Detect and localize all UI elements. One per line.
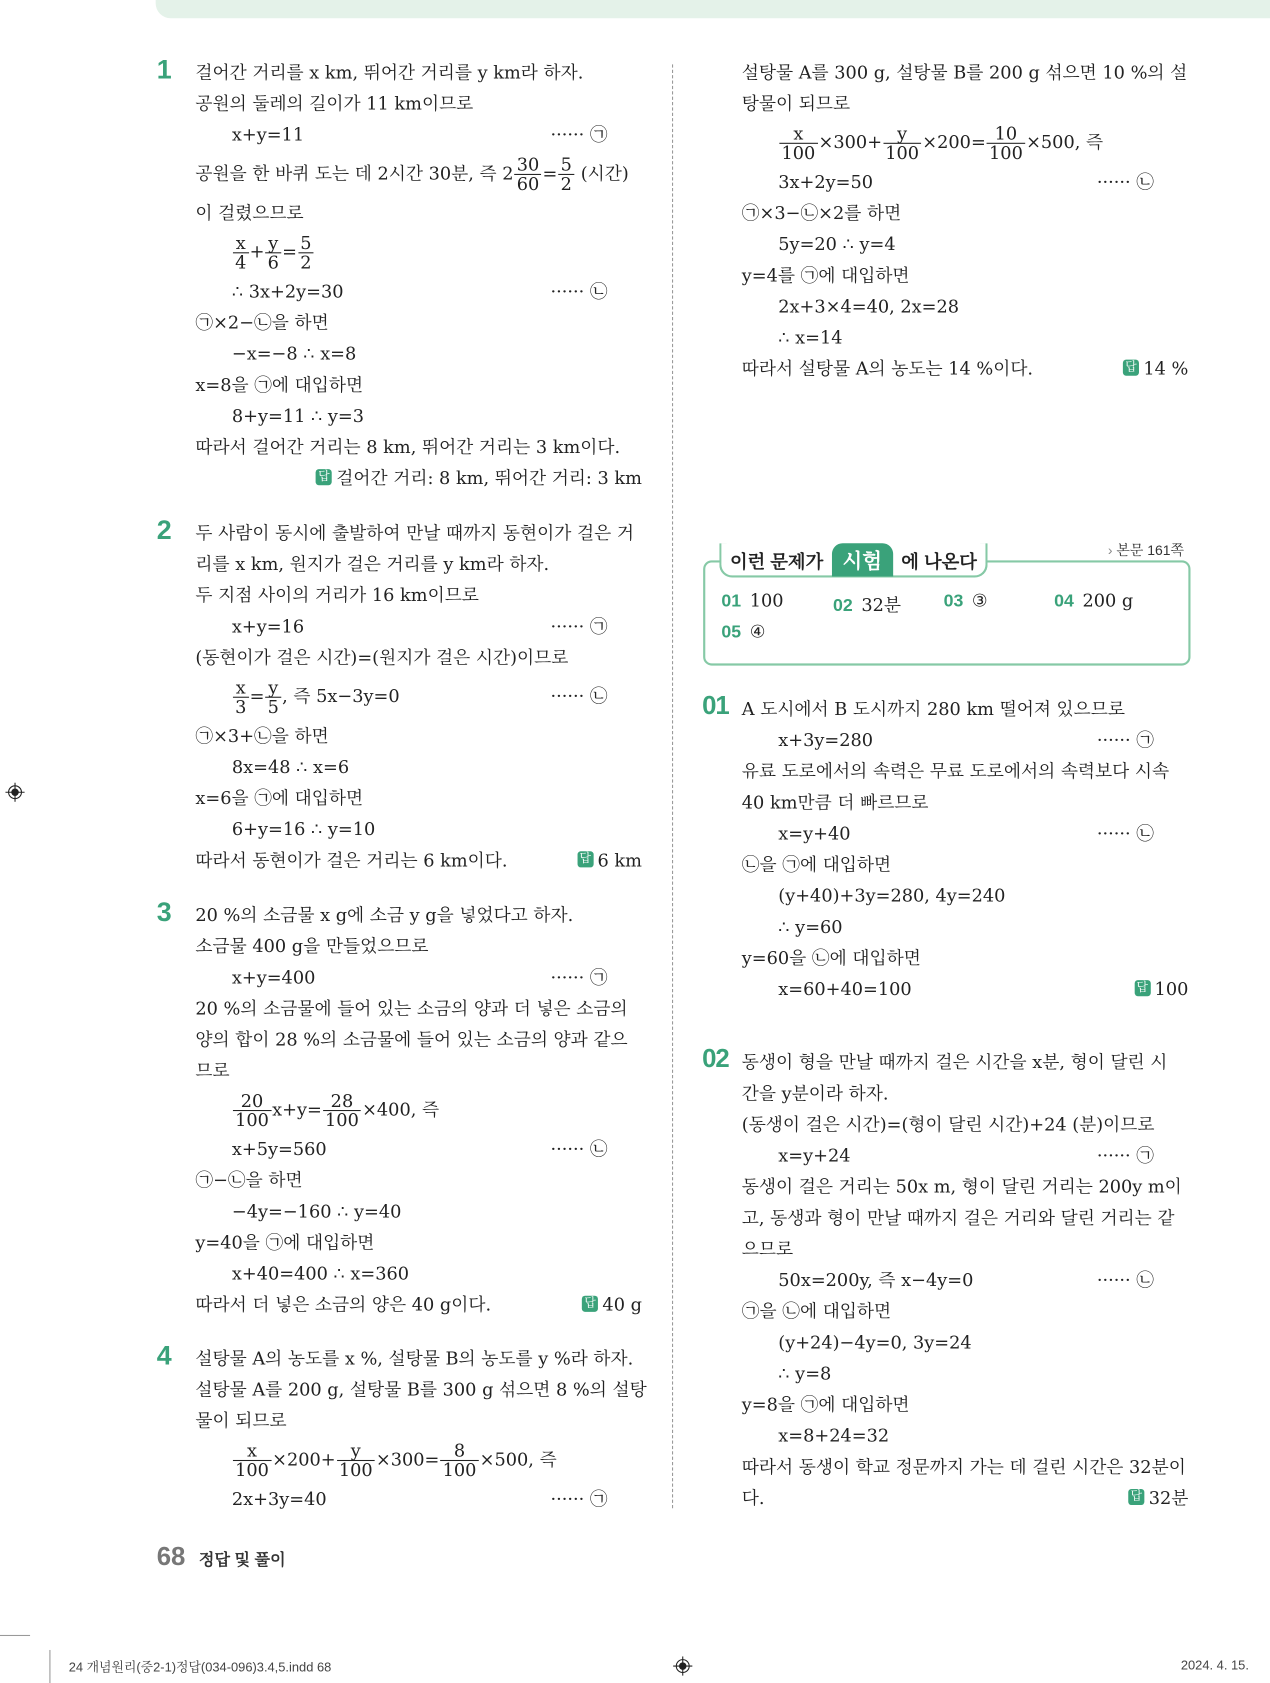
text-line (742, 260, 1189, 291)
text-segment: 다. (741, 1487, 765, 1509)
equation-marker: ······ ㉡ (550, 685, 608, 707)
equation-line (195, 673, 642, 720)
text-segment: 6+y=16 ∴ y=10 (231, 819, 376, 840)
text-line (195, 198, 642, 229)
title-highlight: 시험 (832, 543, 893, 576)
text-segment: ㉠−㉡을 하면 (195, 1170, 303, 1191)
text-segment: ×500, 즉 (1026, 132, 1104, 153)
text-line (195, 517, 642, 548)
equation-marker: ······ ㉡ (1096, 1269, 1155, 1291)
answer-icon: 답 (1128, 1489, 1144, 1505)
title-pre: 이런 문제가 (729, 551, 824, 572)
equation-line (195, 276, 642, 307)
text-line (742, 1109, 1189, 1140)
equation-line (742, 1265, 1189, 1296)
exam-answer-item (721, 622, 765, 643)
text-segment: ×300= (375, 1449, 440, 1470)
text-line (195, 931, 642, 962)
text-segment: 양의 합이 28 %의 소금물에 들어 있는 소금의 양과 같으 (195, 1029, 628, 1050)
fraction (233, 1442, 271, 1480)
text-segment: ×400, 즉 (362, 1099, 440, 1120)
text-segment: y=8을 ㉠에 대입하면 (741, 1394, 910, 1415)
text-segment: 따라서 설탕물 A의 농도는 14 %이다. (741, 358, 1034, 379)
exam-answer-item (721, 590, 783, 611)
fraction (266, 678, 282, 716)
text-segment: x+5y=560 (231, 1138, 327, 1160)
text-segment: x+3y=280 (778, 729, 874, 751)
problem-body (742, 693, 1189, 1004)
text-segment: 두 사람이 동시에 출발하여 만날 때까지 동현이가 걸은 거 (195, 522, 634, 544)
answer-icon: 답 (577, 851, 593, 867)
answer-text: 6 km (597, 850, 642, 871)
text-line (742, 1202, 1189, 1233)
column-divider (672, 64, 673, 1508)
text-segment: = (249, 685, 265, 707)
problem-4-continued (702, 57, 1188, 384)
text-segment: 공원의 둘레의 길이가 11 km이므로 (195, 93, 474, 114)
text-line (742, 756, 1189, 787)
problem-number: 4 (156, 1340, 172, 1371)
equation-marker: ······ ㉡ (1096, 171, 1155, 193)
text-segment: 따라서 동현이가 걸은 거리는 6 km이다. (195, 850, 508, 871)
denominator: 5 (267, 696, 279, 718)
denominator: 6 (267, 252, 279, 273)
answer-text: 32분 (1148, 1487, 1189, 1509)
text-segment: 5y=20 ∴ y=4 (778, 234, 896, 255)
text-line (195, 1055, 642, 1086)
denominator: 100 (235, 1109, 269, 1131)
text-segment: ×300+ (818, 132, 883, 153)
equation-line (195, 400, 642, 431)
answer-text: 걸어간 거리: 8 km, 뛰어간 거리: 3 km (336, 468, 642, 489)
equation-line (742, 974, 1189, 1005)
text-line (742, 1483, 1189, 1514)
answer-text: 40 g (602, 1294, 642, 1316)
equation-line (195, 962, 642, 993)
text-line (742, 1451, 1189, 1482)
text-segment: ㉠×3−㉡×2를 하면 (741, 202, 902, 224)
problem-02 (702, 1044, 1189, 1514)
denominator: 2 (300, 252, 312, 273)
section-label: 정답 및 풀이 (198, 1551, 286, 1570)
text-segment: x+y=11 (231, 124, 305, 145)
text-segment: 두 지점 사이의 거리가 16 km이므로 (195, 585, 479, 606)
text-line (195, 432, 642, 463)
equation-marker: ······ ㉠ (550, 1488, 608, 1510)
problem-body (195, 517, 642, 876)
text-segment: x=y+24 (778, 1145, 851, 1166)
text-segment: 으므로 (741, 1238, 794, 1260)
text-line (195, 1227, 642, 1258)
numerator: x (233, 678, 249, 697)
text-segment: 따라서 걸어간 거리는 8 km, 뛰어간 거리는 3 km이다. (195, 436, 621, 458)
text-line (742, 787, 1189, 818)
text-line (195, 1343, 642, 1374)
text-segment: ∴ x=14 (778, 327, 843, 348)
text-segment: ∴ y=8 (778, 1363, 832, 1384)
text-line (742, 198, 1189, 229)
text-segment: x=8을 ㉠에 대입하면 (195, 374, 364, 396)
numerator: x (233, 234, 249, 253)
answer (1123, 353, 1188, 384)
text-line (195, 307, 642, 338)
text-line (195, 845, 642, 876)
answer-value: 200 g (1082, 590, 1134, 611)
denominator: 100 (235, 1459, 269, 1481)
equation-marker: ······ ㉡ (550, 281, 608, 302)
text-segment: 설탕물 A를 200 g, 설탕물 B를 300 g 섞으면 8 %의 설탕 (195, 1379, 647, 1400)
equation-marker: ······ ㉡ (1096, 823, 1155, 844)
answer-icon: 답 (1134, 980, 1150, 996)
answer-value: ③ (971, 590, 988, 611)
text-segment: x+y=400 (231, 967, 316, 988)
text-line (195, 783, 642, 814)
equation-line (742, 229, 1189, 260)
numerator: 20 (233, 1092, 271, 1111)
problem-number: 02 (702, 1044, 729, 1074)
title-post: 에 나온다 (901, 551, 977, 572)
answer (577, 845, 642, 876)
text-line (195, 1024, 642, 1055)
text-line (742, 1296, 1189, 1327)
equation-line (742, 322, 1189, 353)
answer-icon: 답 (1123, 360, 1139, 376)
fraction (883, 125, 921, 163)
text-line (195, 57, 642, 88)
text-segment: = (542, 163, 558, 184)
numerator: y (337, 1442, 375, 1461)
problem-number: 3 (156, 897, 172, 928)
text-segment: ㉠×2−㉡을 하면 (195, 312, 329, 333)
equation-line (742, 119, 1189, 166)
text-segment: ∴ 3x+2y=30 (231, 281, 344, 302)
text-line (742, 1389, 1189, 1420)
text-segment: x=6을 ㉠에 대입하면 (195, 787, 364, 809)
problem-number: 1 (156, 54, 172, 85)
text-segment: 물이 되므로 (195, 1410, 287, 1431)
problem-01 (702, 693, 1188, 1004)
fraction (440, 1442, 478, 1480)
denominator: 100 (338, 1459, 373, 1481)
text-line (742, 943, 1189, 974)
text-segment: (동현이가 걸은 시간)=(원지가 걸은 시간)이므로 (195, 647, 569, 668)
equation-line (742, 880, 1189, 911)
text-segment: A 도시에서 B 도시까지 280 km 떨어져 있으므로 (741, 698, 1126, 720)
text-segment: (y+24)−4y=0, 3y=24 (778, 1332, 972, 1353)
problem-body (742, 57, 1189, 384)
denominator: 100 (885, 142, 920, 164)
text-segment: (시간) (575, 163, 629, 184)
fraction (779, 125, 817, 163)
crop-mark (49, 1650, 50, 1683)
text-segment: y=60을 ㉡에 대입하면 (741, 947, 921, 969)
page-number-value: 68 (156, 1542, 186, 1572)
problem-body (195, 900, 642, 1321)
text-segment: x=8+24=32 (778, 1425, 890, 1447)
fraction (233, 234, 249, 272)
equation-line (195, 1484, 642, 1515)
question-number: 03 (943, 591, 964, 611)
text-segment: y=4를 ㉠에 대입하면 (741, 265, 910, 286)
text-segment: 고, 동생과 형이 만날 때까지 걸은 거리와 달린 거리는 같 (741, 1207, 1175, 1229)
text-segment: 이 걸렸으므로 (195, 202, 304, 224)
text-line (195, 549, 642, 580)
answer (582, 1289, 642, 1320)
answer-icon: 답 (582, 1296, 598, 1312)
answer (1128, 1483, 1188, 1514)
text-segment: 따라서 더 넣은 소금의 양은 40 g이다. (195, 1294, 492, 1316)
text-segment: 8x=48 ∴ x=6 (231, 756, 350, 778)
exam-answer-item (833, 590, 901, 616)
exam-answer-item (944, 590, 988, 611)
text-segment: 탕물이 되므로 (741, 93, 851, 114)
text-segment: 따라서 동생이 학교 정문까지 가는 데 걸린 시간은 32분이 (741, 1456, 1186, 1478)
text-segment: (동생이 걸은 시간)=(형이 달린 시간)+24 (분)이므로 (741, 1114, 1155, 1135)
text-segment: 3x+2y=50 (778, 171, 874, 193)
fraction (233, 1092, 271, 1130)
text-segment: ㉡을 ㉠에 대입하면 (741, 854, 892, 875)
equation-marker: ······ ㉠ (550, 967, 608, 988)
question-number: 04 (1054, 591, 1074, 611)
fraction (515, 156, 542, 194)
fraction (323, 1092, 361, 1130)
text-segment: ㉠을 ㉡에 대입하면 (741, 1301, 892, 1322)
equation-line (742, 166, 1189, 197)
numerator: 8 (440, 1442, 478, 1461)
text-segment: 8+y=11 ∴ y=3 (231, 405, 365, 427)
fraction (233, 678, 249, 716)
text-segment: x=y+40 (778, 823, 851, 844)
text-segment: 유료 도로에서의 속력은 무료 도로에서의 속력보다 시속 (741, 761, 1170, 782)
reference-text: 본문 161쪽 (1116, 542, 1185, 559)
text-segment: 2x+3y=40 (231, 1488, 327, 1510)
problem-body (195, 1343, 647, 1515)
text-line (742, 1233, 1189, 1264)
text-segment: 소금물 400 g을 만들었으므로 (195, 936, 429, 957)
answer-value: 100 (749, 590, 784, 611)
answer (1134, 974, 1188, 1005)
numerator: 5 (298, 234, 314, 253)
text-line (742, 849, 1189, 880)
answer-value: ④ (749, 621, 766, 642)
equation-line (195, 611, 642, 642)
equation-line (195, 1196, 642, 1227)
equation-line (195, 338, 642, 369)
text-segment: , 즉 5x−3y=0 (282, 685, 400, 707)
equation-line (195, 1134, 642, 1165)
fraction (987, 125, 1025, 163)
problem-body (195, 57, 642, 494)
text-segment: 동생이 걸은 거리는 50x m, 형이 달린 거리는 200y m이 (741, 1176, 1182, 1197)
text-segment: 50x=200y, 즉 x−4y=0 (778, 1269, 974, 1291)
numerator: 10 (987, 125, 1025, 144)
denominator: 2 (560, 173, 572, 195)
text-segment: 걸어간 거리를 x km, 뛰어간 거리를 y km라 하자. (195, 62, 584, 83)
problem-2 (157, 517, 642, 876)
equation-marker: ······ ㉠ (550, 616, 608, 637)
chevron-right-icon: › (1107, 542, 1113, 559)
text-line (742, 353, 1189, 384)
problem-1 (156, 54, 642, 494)
text-segment: 동생이 형을 만날 때까지 걸은 시간을 x분, 형이 달린 시 (741, 1052, 1168, 1073)
problem-number: 2 (156, 515, 172, 546)
numerator: x (779, 125, 817, 144)
text-segment: ×200= (922, 132, 986, 153)
numerator: 30 (515, 156, 542, 175)
numerator: y (883, 125, 921, 144)
equation-marker: ······ ㉠ (1096, 729, 1155, 751)
text-segment: 40 km만큼 더 빠르므로 (741, 792, 929, 813)
text-line (742, 1047, 1189, 1078)
equation-line (742, 725, 1189, 756)
fraction (337, 1442, 375, 1480)
numerator: y (266, 234, 282, 253)
text-segment: ∴ y=60 (778, 916, 843, 938)
text-line (195, 1374, 647, 1405)
text-segment: = (282, 241, 297, 262)
equation-marker: ······ ㉠ (550, 124, 608, 145)
text-segment: + (249, 241, 265, 262)
crop-mark (0, 1635, 30, 1636)
top-banner (156, 0, 1270, 18)
problem-4 (156, 1340, 647, 1515)
text-line (195, 1165, 642, 1196)
text-segment: 설탕물 A의 농도를 x %, 설탕물 B의 농도를 y %라 하자. (195, 1348, 634, 1369)
text-segment: ×200+ (272, 1449, 336, 1470)
text-segment: −4y=−160 ∴ y=40 (231, 1201, 402, 1222)
text-segment: 설탕물 A를 300 g, 설탕물 B를 200 g 섞으면 10 %의 설 (741, 62, 1188, 83)
equation-line (195, 814, 642, 845)
text-segment: 간을 y분이라 하자. (741, 1083, 889, 1104)
numerator: 5 (558, 156, 574, 175)
footer-filename: 24 개념원리(중2-1)정답(034-096)3.4,5.indd 68 (68, 1659, 332, 1675)
denominator: 100 (442, 1459, 477, 1481)
denominator: 4 (235, 252, 247, 273)
text-segment: 므로 (195, 1060, 230, 1082)
exam-answer-item (1054, 590, 1133, 611)
registration-mark-icon (5, 783, 24, 802)
text-line (195, 150, 642, 197)
problem-body (742, 1047, 1189, 1514)
text-line (195, 1289, 642, 1320)
text-segment: 20 %의 소금물 x g에 소금 y g을 넣었다고 하자. (195, 904, 574, 926)
text-line (195, 88, 642, 119)
text-segment: x+y= (272, 1099, 322, 1120)
text-line (195, 993, 642, 1024)
text-segment: x+y=16 (231, 616, 305, 637)
answer-value: 32분 (861, 594, 901, 616)
text-line (742, 1171, 1189, 1202)
text-segment: ×500, 즉 (479, 1449, 557, 1470)
text-line (195, 369, 642, 400)
answer-text: 100 (1154, 979, 1189, 1000)
exam-box-title (719, 543, 987, 577)
equation-line (742, 1358, 1189, 1389)
text-segment: x=60+40=100 (778, 979, 912, 1000)
equation-line (742, 291, 1189, 322)
equation-marker: ······ ㉡ (550, 1138, 608, 1160)
equation-line (195, 229, 642, 276)
question-number: 02 (833, 595, 853, 616)
equation-line (742, 911, 1189, 942)
numerator: x (233, 1442, 271, 1461)
question-number: 01 (721, 591, 742, 611)
text-line (742, 1078, 1189, 1109)
text-segment: 공원을 한 바퀴 도는 데 2시간 30분, 즉 2 (195, 163, 514, 184)
denominator: 60 (516, 173, 540, 195)
answer-icon: 답 (316, 469, 332, 485)
equation-marker: ······ ㉠ (1096, 1145, 1155, 1166)
text-line (195, 1405, 642, 1436)
equation-line (195, 119, 642, 150)
page-number (157, 1543, 286, 1573)
text-segment: y=40을 ㉠에 대입하면 (195, 1232, 375, 1253)
equation-line (742, 1420, 1189, 1451)
numerator: y (266, 678, 282, 697)
equation-line (195, 1086, 642, 1133)
equation-line (195, 1436, 642, 1483)
answer (316, 463, 642, 494)
text-segment: 2x+3×4=40, 2x=28 (778, 296, 960, 317)
text-line (742, 57, 1189, 88)
text-line (195, 900, 642, 931)
text-segment: x+40=400 ∴ x=360 (231, 1263, 410, 1284)
text-line (195, 463, 642, 494)
answer-text: 14 % (1143, 358, 1189, 379)
text-line (195, 642, 642, 673)
registration-mark-icon (673, 1656, 692, 1675)
text-segment: 20 %의 소금물에 들어 있는 소금의 양과 더 넣은 소금의 (195, 998, 628, 1019)
equation-line (195, 751, 642, 782)
denominator: 100 (781, 142, 816, 164)
text-segment: 리를 x km, 원지가 걸은 거리를 y km라 하자. (195, 553, 550, 575)
text-line (742, 88, 1189, 119)
denominator: 100 (989, 142, 1023, 164)
text-segment: −x=−8 ∴ x=8 (231, 343, 357, 364)
equation-line (742, 818, 1189, 849)
text-line (195, 720, 642, 751)
text-segment: ㉠×3+㉡을 하면 (195, 725, 329, 747)
problem-3 (156, 897, 642, 1321)
equation-line (742, 1327, 1189, 1358)
fraction (298, 234, 314, 272)
denominator: 100 (325, 1109, 359, 1131)
fraction (558, 156, 574, 194)
equation-line (195, 1258, 642, 1289)
text-segment: (y+40)+3y=280, 4y=240 (778, 885, 1006, 907)
denominator: 3 (235, 696, 247, 718)
footer-date: 2024. 4. 15. (1180, 1657, 1249, 1673)
question-number: 05 (721, 622, 742, 642)
equation-line (742, 1140, 1189, 1171)
problem-number: 01 (702, 691, 729, 721)
page-reference (1108, 539, 1184, 559)
text-line (742, 693, 1189, 724)
numerator: 28 (323, 1092, 361, 1111)
text-line (195, 580, 642, 611)
fraction (266, 234, 282, 272)
